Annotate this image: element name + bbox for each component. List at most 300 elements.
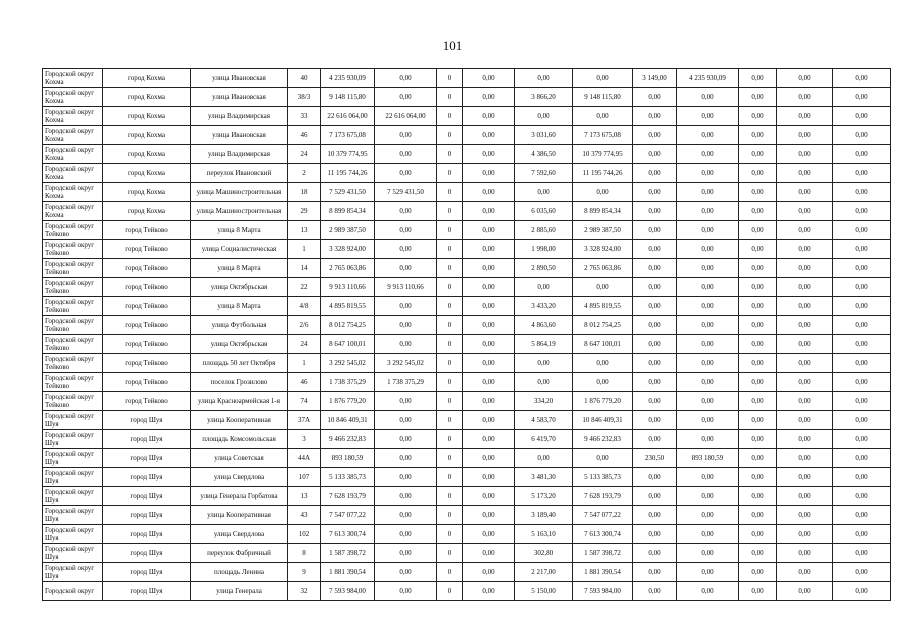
table-row: [43, 487, 891, 506]
table-cell: 0,00: [463, 183, 515, 202]
table-cell: город Кохма: [103, 164, 191, 183]
table-cell: 2 989 387,50: [321, 221, 375, 240]
table-cell: 10 846 409,31: [321, 411, 375, 430]
table-cell: 1: [288, 354, 321, 373]
table-cell: Городской округ Шуя: [43, 506, 103, 525]
table-cell: 0: [437, 183, 463, 202]
table-cell: 2 885,60: [515, 221, 573, 240]
table-cell: 0,00: [777, 202, 833, 221]
table-cell: 0,00: [463, 430, 515, 449]
table-cell: 0,00: [739, 297, 777, 316]
table-cell: площадь Комсомольская: [191, 430, 288, 449]
table-cell: Городской округ Шуя: [43, 449, 103, 468]
table-cell: город Тейково: [103, 373, 191, 392]
table-cell: 0: [437, 373, 463, 392]
table-cell: 7 593 984,00: [321, 582, 375, 601]
table-cell: 0,00: [633, 335, 677, 354]
table-cell: 0,00: [739, 506, 777, 525]
table-cell: 0,00: [633, 278, 677, 297]
table-cell: 0,00: [833, 506, 891, 525]
table-cell: 0,00: [573, 449, 633, 468]
table-cell: 9 148 115,80: [573, 88, 633, 107]
table-cell: 1 876 779,20: [573, 392, 633, 411]
table-cell: 0: [437, 468, 463, 487]
table-cell: 3 292 545,02: [375, 354, 437, 373]
table-cell: 0: [437, 164, 463, 183]
table-cell: 0,00: [833, 316, 891, 335]
table-cell: 0: [437, 392, 463, 411]
table-cell: 0,00: [777, 582, 833, 601]
table-cell: 0,00: [463, 126, 515, 145]
table-cell: 0,00: [677, 297, 739, 316]
table-cell: 0,00: [833, 183, 891, 202]
table-row: [43, 430, 891, 449]
table-cell: 0,00: [833, 563, 891, 582]
table-cell: 0,00: [833, 582, 891, 601]
table-cell: 1 587 398,72: [321, 544, 375, 563]
table-cell: 0: [437, 69, 463, 88]
table-cell: 0,00: [677, 525, 739, 544]
table-cell: 0,00: [833, 164, 891, 183]
table-cell: 0,00: [375, 126, 437, 145]
repair-register-table: [42, 68, 891, 601]
table-cell: 0,00: [677, 202, 739, 221]
table-cell: 0: [437, 316, 463, 335]
table-cell: 0,00: [677, 126, 739, 145]
table-cell: 8 647 100,01: [321, 335, 375, 354]
table-cell: 0,00: [777, 468, 833, 487]
table-cell: 0,00: [739, 411, 777, 430]
table-cell: 0,00: [633, 430, 677, 449]
table-cell: 0,00: [739, 221, 777, 240]
table-cell: 0,00: [573, 69, 633, 88]
table-row: [43, 145, 891, 164]
table-cell: улица Советская: [191, 449, 288, 468]
table-cell: 7 613 300,74: [321, 525, 375, 544]
table-cell: 3 866,20: [515, 88, 573, 107]
table-cell: 7 593 984,00: [573, 582, 633, 601]
table-cell: 0: [437, 145, 463, 164]
table-cell: 0,00: [777, 69, 833, 88]
table-row: [43, 544, 891, 563]
table-cell: 0,00: [833, 221, 891, 240]
table-cell: 0,00: [375, 88, 437, 107]
table-cell: 4 386,50: [515, 145, 573, 164]
table-cell: 0,00: [739, 373, 777, 392]
table-cell: 0,00: [777, 126, 833, 145]
table-cell: 32: [288, 582, 321, 601]
table-cell: 0: [437, 487, 463, 506]
table-cell: 0,00: [463, 468, 515, 487]
table-cell: город Тейково: [103, 316, 191, 335]
table-cell: переулок Ивановский: [191, 164, 288, 183]
table-cell: 0,00: [677, 411, 739, 430]
table-cell: 0,00: [375, 240, 437, 259]
table-cell: 3 328 924,00: [573, 240, 633, 259]
table-cell: 0,00: [633, 525, 677, 544]
table-cell: 0,00: [777, 221, 833, 240]
table-cell: улица 8 Марта: [191, 221, 288, 240]
table-cell: 0,00: [777, 392, 833, 411]
table-cell: 0,00: [633, 316, 677, 335]
table-cell: 6 035,60: [515, 202, 573, 221]
table-cell: 8 012 754,25: [573, 316, 633, 335]
table-cell: 22 616 064,00: [321, 107, 375, 126]
table-cell: улица Октябрьская: [191, 335, 288, 354]
table-cell: город Шуя: [103, 544, 191, 563]
table-cell: 0,00: [739, 240, 777, 259]
table-cell: 0,00: [833, 107, 891, 126]
table-cell: Городской округ Шуя: [43, 487, 103, 506]
table-cell: 2 765 063,86: [321, 259, 375, 278]
table-row: [43, 278, 891, 297]
table-cell: 0,00: [833, 88, 891, 107]
table-cell: 0,00: [777, 373, 833, 392]
table-cell: 9 148 115,80: [321, 88, 375, 107]
table-cell: 9 913 110,66: [321, 278, 375, 297]
table-cell: улица Октябрьская: [191, 278, 288, 297]
table-cell: Городской округ Кохма: [43, 126, 103, 145]
table-cell: 1 587 398,72: [573, 544, 633, 563]
table-cell: 0,00: [463, 240, 515, 259]
table-cell: город Тейково: [103, 240, 191, 259]
table-cell: улица 8 Марта: [191, 259, 288, 278]
table-cell: 0: [437, 506, 463, 525]
table-cell: 0: [437, 525, 463, 544]
table-row: [43, 126, 891, 145]
table-cell: 1 881 390,54: [573, 563, 633, 582]
table-cell: 22: [288, 278, 321, 297]
table-cell: 7 613 300,74: [573, 525, 633, 544]
table-cell: 1: [288, 240, 321, 259]
table-cell: город Кохма: [103, 88, 191, 107]
table-cell: 0,00: [777, 563, 833, 582]
table-row: [43, 183, 891, 202]
table-cell: 0,00: [833, 392, 891, 411]
table-cell: 0,00: [375, 449, 437, 468]
table-cell: 0,00: [739, 468, 777, 487]
table-cell: Городской округ Тейково: [43, 354, 103, 373]
table-cell: 0,00: [375, 582, 437, 601]
table-cell: улица Красноармейская 1-я: [191, 392, 288, 411]
table-cell: 0,00: [833, 544, 891, 563]
table-cell: Городской округ Тейково: [43, 240, 103, 259]
table-cell: 0,00: [375, 487, 437, 506]
table-cell: 0,00: [375, 69, 437, 88]
table-cell: 0: [437, 107, 463, 126]
table-cell: город Шуя: [103, 563, 191, 582]
table-cell: 0,00: [677, 468, 739, 487]
table-cell: 0,00: [463, 69, 515, 88]
table-row: [43, 563, 891, 582]
table-cell: Городской округ Шуя: [43, 563, 103, 582]
table-cell: 4 235 930,09: [677, 69, 739, 88]
table-cell: улица Кооперативная: [191, 506, 288, 525]
table-cell: 0,00: [633, 240, 677, 259]
table-cell: 0,00: [677, 373, 739, 392]
table-cell: 0,00: [633, 373, 677, 392]
table-cell: 0,00: [573, 278, 633, 297]
table-cell: 0,00: [633, 411, 677, 430]
table-cell: 0,00: [633, 392, 677, 411]
table-cell: 0,00: [739, 183, 777, 202]
table-cell: 0,00: [677, 316, 739, 335]
table-cell: площадь 50 лет Октября: [191, 354, 288, 373]
table-cell: 0,00: [375, 335, 437, 354]
table-cell: 3 149,00: [633, 69, 677, 88]
table-cell: 0,00: [777, 278, 833, 297]
table-cell: 13: [288, 221, 321, 240]
table-cell: 0,00: [463, 221, 515, 240]
table-cell: 8: [288, 544, 321, 563]
table-cell: город Шуя: [103, 449, 191, 468]
table-cell: 0,00: [633, 259, 677, 278]
table-cell: 0,00: [515, 107, 573, 126]
table-cell: 0,00: [463, 563, 515, 582]
table-cell: 0,00: [677, 183, 739, 202]
table-cell: 7 547 077,22: [321, 506, 375, 525]
table-cell: 0,00: [777, 316, 833, 335]
table-cell: 0,00: [739, 126, 777, 145]
table-cell: 0,00: [777, 506, 833, 525]
table-row: [43, 88, 891, 107]
table-cell: город Тейково: [103, 297, 191, 316]
table-cell: 0: [437, 563, 463, 582]
table-cell: город Тейково: [103, 392, 191, 411]
table-cell: 0,00: [833, 126, 891, 145]
table-cell: 0,00: [677, 278, 739, 297]
table-cell: 0,00: [463, 582, 515, 601]
table-cell: 0,00: [463, 487, 515, 506]
table-body: [43, 69, 891, 601]
table-row: [43, 297, 891, 316]
table-cell: 5 864,19: [515, 335, 573, 354]
table-cell: 0,00: [573, 107, 633, 126]
table-cell: 0,00: [463, 297, 515, 316]
table-cell: улица Машиностроительная: [191, 202, 288, 221]
table-cell: 0,00: [777, 544, 833, 563]
table-cell: 8 012 754,25: [321, 316, 375, 335]
table-cell: 0,00: [463, 525, 515, 544]
table-cell: 0,00: [833, 411, 891, 430]
table-cell: 38/3: [288, 88, 321, 107]
table-cell: 11 195 744,26: [573, 164, 633, 183]
table-cell: 0: [437, 259, 463, 278]
table-row: [43, 221, 891, 240]
table-cell: улица Ивановская: [191, 88, 288, 107]
table-cell: 0,00: [739, 259, 777, 278]
table-cell: 0,00: [375, 525, 437, 544]
table-cell: город Тейково: [103, 354, 191, 373]
table-cell: 0,00: [833, 449, 891, 468]
table-cell: 0: [437, 335, 463, 354]
table-cell: 0,00: [633, 297, 677, 316]
table-cell: 0,00: [739, 582, 777, 601]
table-cell: переулок Фабричный: [191, 544, 288, 563]
table-cell: 4/8: [288, 297, 321, 316]
table-cell: 0,00: [739, 449, 777, 468]
table-cell: 0,00: [777, 525, 833, 544]
table-cell: 0,00: [677, 335, 739, 354]
table-cell: 0,00: [677, 544, 739, 563]
table-cell: 0,00: [633, 582, 677, 601]
table-cell: 0,00: [677, 221, 739, 240]
table-cell: улица Владимирская: [191, 107, 288, 126]
table-cell: 0,00: [375, 202, 437, 221]
table-cell: 8 899 854,34: [573, 202, 633, 221]
table-cell: 2: [288, 164, 321, 183]
table-cell: 4 895 819,55: [321, 297, 375, 316]
table-cell: 0,00: [739, 164, 777, 183]
table-cell: 0,00: [777, 107, 833, 126]
table-row: [43, 449, 891, 468]
table-cell: 3 292 545,02: [321, 354, 375, 373]
table-cell: 0,00: [375, 297, 437, 316]
table-cell: 0,00: [463, 506, 515, 525]
table-cell: 0,00: [463, 88, 515, 107]
table-cell: улица Кооперативная: [191, 411, 288, 430]
table-cell: 0,00: [633, 145, 677, 164]
table-cell: 0,00: [515, 278, 573, 297]
table-cell: город Шуя: [103, 487, 191, 506]
table-row: [43, 392, 891, 411]
table-cell: 43: [288, 506, 321, 525]
table-row: [43, 69, 891, 88]
table-cell: 8 899 854,34: [321, 202, 375, 221]
table-cell: 0,00: [677, 240, 739, 259]
table-cell: 0,00: [739, 202, 777, 221]
table-cell: город Кохма: [103, 69, 191, 88]
table-cell: 0,00: [739, 335, 777, 354]
table-cell: 3 189,40: [515, 506, 573, 525]
table-cell: 0,00: [739, 107, 777, 126]
table-cell: 2/6: [288, 316, 321, 335]
table-cell: 0,00: [677, 107, 739, 126]
table-cell: Городской округ Тейково: [43, 373, 103, 392]
table-cell: 0,00: [463, 354, 515, 373]
table-cell: город Тейково: [103, 221, 191, 240]
table-cell: Городской округ Кохма: [43, 69, 103, 88]
table-cell: Городской округ: [43, 582, 103, 601]
table-row: [43, 354, 891, 373]
table-cell: Городской округ Кохма: [43, 107, 103, 126]
table-cell: 334,20: [515, 392, 573, 411]
table-cell: 0: [437, 88, 463, 107]
table-cell: 3 031,60: [515, 126, 573, 145]
table-cell: 0,00: [739, 69, 777, 88]
table-row: [43, 468, 891, 487]
table-cell: 0,00: [777, 183, 833, 202]
table-cell: город Шуя: [103, 506, 191, 525]
table-cell: 0,00: [633, 126, 677, 145]
table-cell: 0,00: [739, 354, 777, 373]
table-cell: 893 180,59: [677, 449, 739, 468]
table-cell: 0,00: [677, 145, 739, 164]
table-cell: город Кохма: [103, 145, 191, 164]
table-cell: 7 173 675,08: [321, 126, 375, 145]
table-cell: 0,00: [677, 88, 739, 107]
table-cell: 0,00: [833, 297, 891, 316]
table-cell: 0,00: [463, 449, 515, 468]
table-cell: 0,00: [777, 354, 833, 373]
table-cell: 6 419,70: [515, 430, 573, 449]
table-cell: город Шуя: [103, 468, 191, 487]
table-cell: 1 998,00: [515, 240, 573, 259]
table-cell: 0,00: [515, 373, 573, 392]
table-cell: 0,00: [677, 487, 739, 506]
table-cell: 0: [437, 411, 463, 430]
table-cell: 0,00: [633, 88, 677, 107]
table-cell: улица Ивановская: [191, 126, 288, 145]
table-cell: Городской округ Тейково: [43, 278, 103, 297]
table-cell: Городской округ Кохма: [43, 88, 103, 107]
table-cell: 0,00: [633, 164, 677, 183]
table-cell: город Кохма: [103, 183, 191, 202]
table-cell: 0: [437, 240, 463, 259]
table-row: [43, 373, 891, 392]
table-cell: 230,50: [633, 449, 677, 468]
table-cell: 3 481,30: [515, 468, 573, 487]
table-cell: 1 738 375,29: [375, 373, 437, 392]
table-cell: Городской округ Кохма: [43, 202, 103, 221]
table-cell: 0,00: [515, 449, 573, 468]
table-cell: 0,00: [633, 183, 677, 202]
table-cell: 7 592,60: [515, 164, 573, 183]
table-cell: 0,00: [463, 411, 515, 430]
table-row: [43, 525, 891, 544]
table-cell: город Кохма: [103, 107, 191, 126]
table-row: [43, 411, 891, 430]
table-cell: 0,00: [463, 202, 515, 221]
table-cell: 893 180,59: [321, 449, 375, 468]
table-cell: Городской округ Кохма: [43, 183, 103, 202]
table-cell: 0,00: [633, 506, 677, 525]
table-row: [43, 107, 891, 126]
table-cell: 2 217,00: [515, 563, 573, 582]
table-cell: 0,00: [375, 316, 437, 335]
table-cell: 0,00: [463, 544, 515, 563]
table-cell: 5 133 385,73: [573, 468, 633, 487]
table-cell: 0,00: [573, 183, 633, 202]
table-cell: 0,00: [375, 164, 437, 183]
table-cell: 0,00: [515, 183, 573, 202]
table-cell: 0,00: [677, 392, 739, 411]
table-cell: улица Футбольная: [191, 316, 288, 335]
table-cell: 0,00: [777, 430, 833, 449]
table-cell: 0,00: [463, 145, 515, 164]
table-cell: 0,00: [515, 69, 573, 88]
table-cell: 0,00: [375, 563, 437, 582]
table-cell: 0,00: [677, 430, 739, 449]
table-cell: 0,00: [463, 164, 515, 183]
table-cell: 7 529 431,50: [375, 183, 437, 202]
table-cell: 9: [288, 563, 321, 582]
table-cell: 0,00: [633, 202, 677, 221]
table-cell: 0,00: [777, 88, 833, 107]
table-cell: 37А: [288, 411, 321, 430]
table-cell: 0,00: [833, 259, 891, 278]
table-cell: Городской округ Тейково: [43, 221, 103, 240]
table-cell: 24: [288, 145, 321, 164]
table-cell: город Кохма: [103, 202, 191, 221]
table-cell: улица Свердлова: [191, 468, 288, 487]
table-cell: 0: [437, 278, 463, 297]
table-row: [43, 582, 891, 601]
table-cell: 10 846 409,31: [573, 411, 633, 430]
table-cell: 0,00: [633, 487, 677, 506]
table-cell: 0,00: [375, 392, 437, 411]
table-cell: 0,00: [739, 544, 777, 563]
